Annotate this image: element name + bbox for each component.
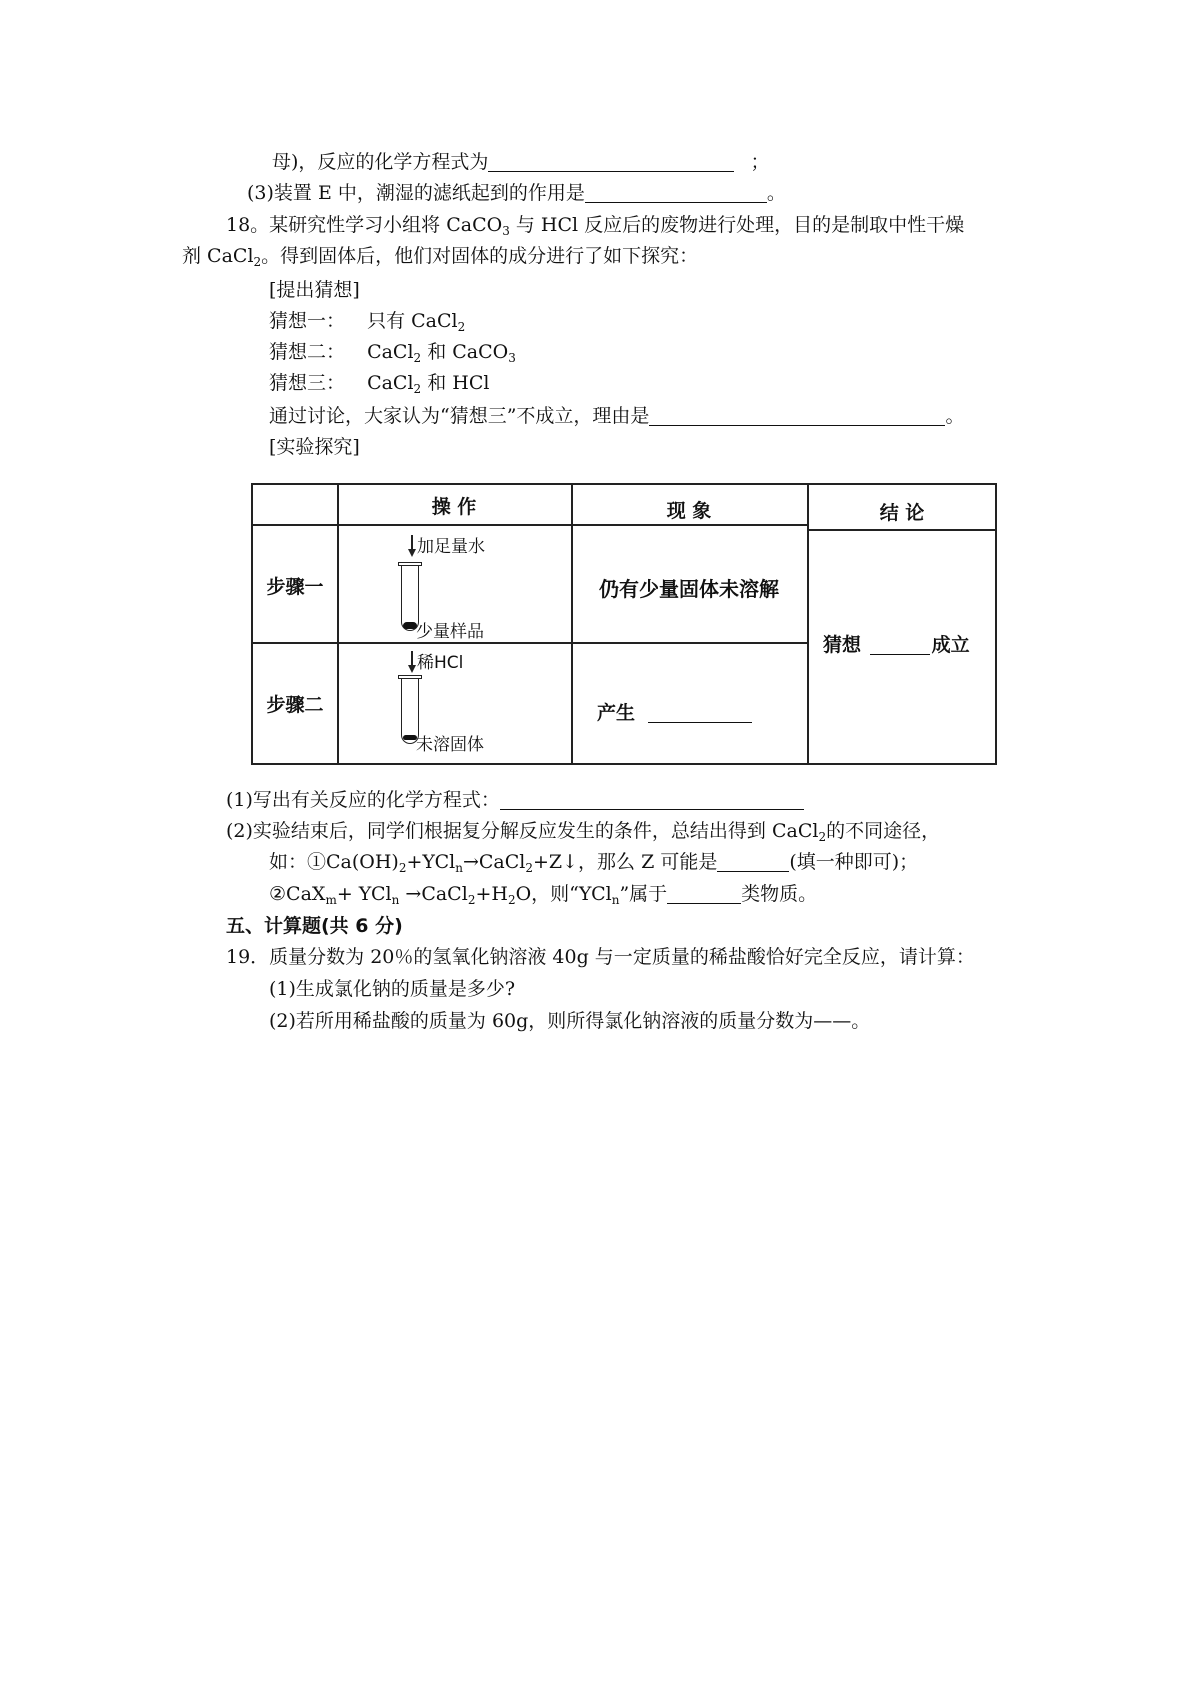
step-2-sample-label: 未溶固体: [416, 735, 484, 755]
hypothesis-header: [提出猜想]: [269, 279, 360, 301]
subscript: 2: [413, 351, 422, 365]
subscript: n: [391, 893, 400, 907]
q2-line3-a: ②CaX: [269, 883, 326, 905]
sub-question-2-line-2: [269, 849, 918, 881]
q2-line2-a: 如：①Ca(OH): [269, 851, 399, 873]
step-1-phenomenon: 仍有少量固体未溶解: [599, 577, 779, 601]
q2-line2-c: →CaCl: [462, 851, 526, 873]
question-19-sub-1: (1)生成氯化钠的质量是多少?: [269, 978, 516, 1000]
hypothesis-3: [269, 370, 489, 402]
hypothesis-2: [269, 339, 516, 371]
step-2-label: 步骤二: [266, 694, 324, 716]
q2-line3-g: 类物质。: [741, 883, 818, 905]
discussion-blank[interactable]: [649, 405, 945, 426]
q2-line1-b: 的不同途径，: [826, 820, 941, 842]
z-substance-blank[interactable]: [717, 851, 789, 872]
sub-question-1-blank[interactable]: [500, 789, 804, 810]
equation-prompt-suffix: ；: [750, 151, 770, 173]
q2-line2-b: +YCl: [406, 851, 456, 873]
hypothesis-2-value-b: 和 CaCO: [427, 341, 509, 363]
conclusion-prefix: 猜想: [823, 634, 862, 656]
q18-line2-b: 。得到固体后，他们对固体的成分进行了如下探究：: [261, 245, 699, 267]
subscript: n: [455, 861, 463, 875]
sub-question-1: [226, 787, 804, 813]
experiment-header: [实验探究]: [269, 436, 360, 458]
experiment-table: [251, 483, 997, 765]
subscript: 2: [253, 255, 262, 269]
conclusion-suffix: 成立: [931, 634, 970, 656]
header-phenomenon: 现 象: [666, 500, 712, 522]
q2-line3-c: →CaCl: [399, 883, 468, 905]
q2-line2-d: +Z↓，那么 Z 可能是: [533, 851, 718, 873]
subscript: 2: [507, 893, 516, 907]
q2-line1-a: (2)实验结束后，同学们根据复分解反应发生的条件，总结出得到 CaCl: [226, 820, 819, 842]
subscript: 2: [413, 382, 422, 396]
subscript: n: [611, 893, 620, 907]
header-operation: 操 作: [431, 496, 477, 518]
equation-answer-blank[interactable]: [488, 151, 734, 172]
sub-question-2-line-3: [269, 881, 817, 913]
table-divider: [253, 642, 807, 644]
step-1-sample-label: 少量样品: [416, 622, 484, 642]
question-19: 19．质量分数为 20％的氢氧化钠溶液 40g 与一定质量的稀盐酸恰好完全反应，请计算：: [226, 946, 975, 968]
equation-prompt-text: 母)，反应的化学方程式为: [272, 151, 489, 173]
q2-line3-d: +H: [475, 883, 508, 905]
q18-text-a: 18。某研究性学习小组将 CaCO: [226, 214, 503, 236]
subscript: 2: [818, 830, 827, 844]
conclusion-cell: [823, 630, 993, 657]
table-divider: [253, 524, 807, 526]
subscript: 2: [457, 320, 466, 334]
substance-class-blank[interactable]: [667, 883, 741, 904]
question-19-sub-2: (2)若所用稀盐酸的质量为 60g，则所得氯化钠溶液的质量分数为——。: [269, 1010, 871, 1032]
discussion-suffix: 。: [945, 405, 965, 427]
sub-question-1-text: (1)写出有关反应的化学方程式：: [226, 789, 500, 811]
question-3-blank[interactable]: [585, 182, 767, 203]
subscript: 3: [502, 224, 510, 238]
subscript: 2: [525, 861, 534, 875]
step-2-phenomenon-text: 产生: [597, 702, 636, 724]
q2-line3-f: ”属于: [619, 883, 668, 905]
question-18-line-2: [182, 243, 698, 275]
hypothesis-3-label: 猜想三：: [269, 372, 346, 394]
step-1-label: 步骤一: [266, 576, 324, 598]
line-equation-prompt: [272, 149, 769, 175]
hypothesis-1-label: 猜想一：: [269, 310, 346, 332]
q2-line3-e: O，则“YCl: [515, 883, 612, 905]
table-divider: [807, 529, 995, 531]
hypothesis-3-value-a: CaCl: [367, 372, 414, 394]
section-5-title: 五、计算题(共 6 分): [226, 915, 403, 937]
step-2-phenomenon: [583, 698, 817, 725]
hypothesis-2-value-a: CaCl: [367, 341, 414, 363]
sample-solid: [403, 622, 417, 629]
add-arrow-head: [408, 665, 416, 673]
add-arrow-head: [408, 549, 416, 557]
q18-text-b: 与 HCl 反应后的废物进行处理，目的是制取中性干燥: [515, 214, 965, 236]
question-3-suffix: 。: [766, 182, 786, 204]
q2-line3-b: + YCl: [336, 883, 392, 905]
question-3-text: (3)装置 E 中，潮湿的滤纸起到的作用是: [247, 182, 585, 204]
table-divider: [571, 485, 573, 763]
hypothesis-3-value-b: 和 HCl: [427, 372, 490, 394]
hypothesis-1-value: 只有 CaCl: [367, 310, 458, 332]
header-conclusion: 结 论: [879, 502, 925, 524]
q2-line2-e: (填一种即可)；: [789, 851, 919, 873]
question-18-line-1: [226, 212, 964, 244]
conclusion-blank[interactable]: [870, 634, 930, 655]
sub-question-2-line-1: [226, 818, 940, 850]
q18-line2-a: 剂 CaCl: [182, 245, 254, 267]
table-divider: [337, 485, 339, 763]
subscript: 3: [508, 351, 516, 365]
step-2-add-label: 稀HCl: [417, 653, 464, 673]
residue-solid: [403, 735, 417, 740]
line-question-3: [247, 180, 786, 206]
discussion-line: [269, 403, 964, 429]
subscript: 2: [398, 861, 407, 875]
hypothesis-2-label: 猜想二：: [269, 341, 346, 363]
subscript: 2: [467, 893, 476, 907]
subscript: m: [325, 893, 337, 907]
discussion-text: 通过讨论，大家认为“猜想三”不成立，理由是: [269, 405, 650, 427]
step-2-phenomenon-blank[interactable]: [648, 702, 752, 723]
step-1-add-label: 加足量水: [417, 537, 485, 557]
hypothesis-1: [269, 308, 465, 340]
